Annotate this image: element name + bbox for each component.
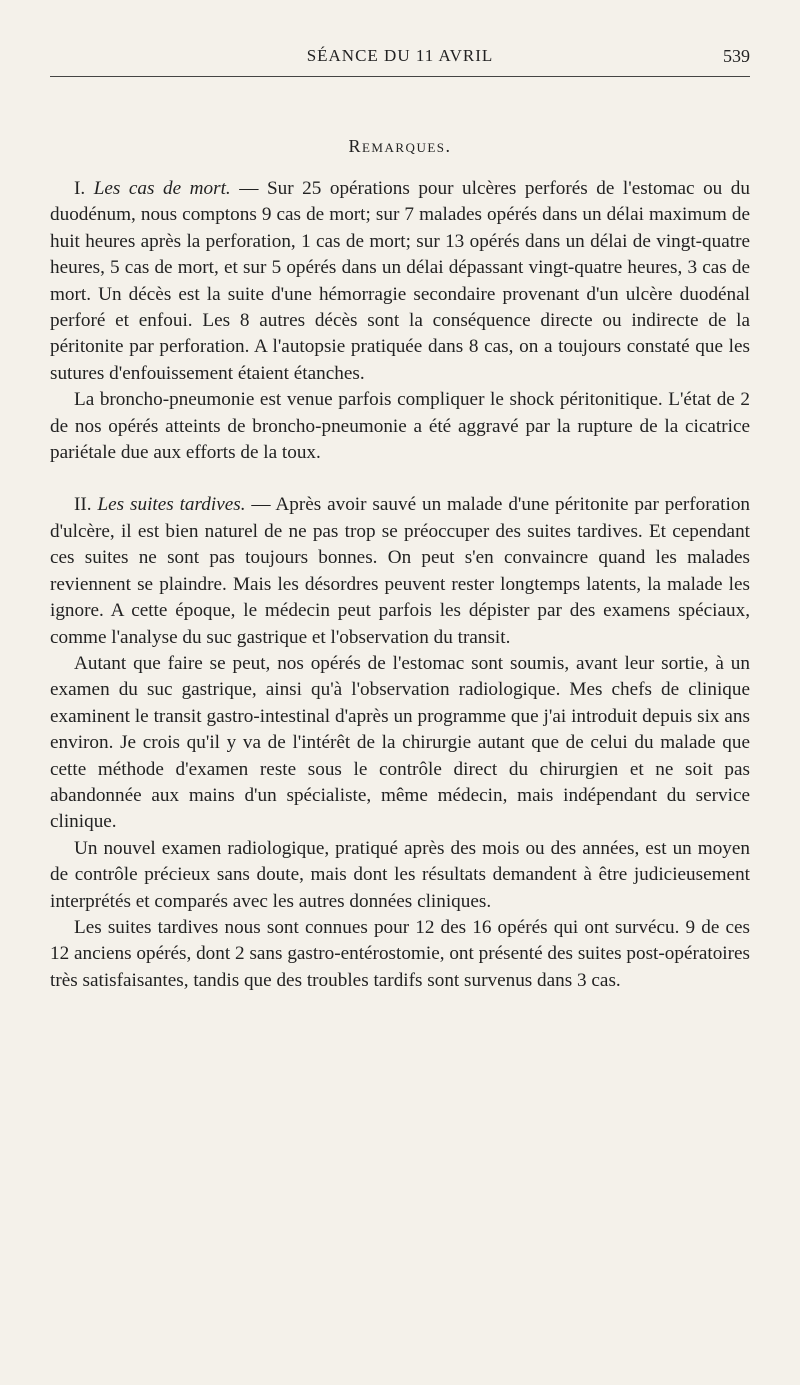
section-heading: Remarques. [348,136,452,156]
paragraph [50,176,750,387]
paragraph [50,492,750,650]
page-number: 539 [723,46,750,66]
paragraph: Les suites tardives nous sont connues pour 12 des 16 opérés qui ont survécu. 9 de ces 12 anciens opérés, dont 2 sans gastro-entérostomie, ont présenté des suites post-opératoires très satisfaisantes, tandis que des troubles tardifs sont survenus dans 3 cas. [50,916,750,991]
paragraph-text: — Après avoir sauvé un malade d'une péritonite par perforation d'ulcère, il est bien naturel de ne pas trop se préoccuper des suites tardives. Et cependant ces suites ne sont pas toujours bonnes. On peut s'en convaincre quand les malades reviennent se plaindre. Mais les désordres peuvent rester longtemps latents, la malade les ignore. A cette époque, le médecin peut parfois les dépister par des examens spéciaux, comme l'analyse du suc gastrique et l'observation du transit. [50,494,751,648]
section-title: Les suites tardives. [97,494,246,516]
running-head [50,46,750,77]
section-number: II. [74,494,92,516]
paragraph: Un nouvel examen radiologique, pratiqué après des mois ou des années, est un moyen de contrôle précieux sans doute, mais dont les résultats demandent à être judicieusement interprétés et comparés avec les autres données cliniques. [50,837,750,912]
paragraph: La broncho-pneumonie est venue parfois compliquer le shock péritonitique. L'état de 2 de nos opérés atteints de broncho-pneumonie a été aggravé par la rupture de la cicatrice pariétale due aux efforts de la toux. [50,389,750,464]
body-text [50,176,750,994]
section-number: I. [74,178,86,199]
paragraph: Autant que faire se peut, nos opérés de l'estomac sont soumis, avant leur sortie, à un examen du suc gastrique, ainsi qu'à l'observation radiologique. Mes chefs de clinique examinent le transit gastro-intestinal d'après un programme que j'ai introduit depuis six ans environ. Je crois qu'il y va de l'intérêt de la chirurgie autant que de celui du malade que cette méthode d'examen reste sous le contrôle direct du chirurgien et ne soit pas abandonnée aux mains d'un spécialiste, même médecin, mais indépendant du service clinique. [50,652,750,833]
section-title: Les cas de mort. [93,178,231,199]
paragraph-text: — Sur 25 opérations pour ulcères perforés de l'estomac ou du duodénum, nous comptons 9 cas de mort; sur 7 malades opérés dans un délai maximum de huit heures après la perforation, 1 cas de mort; sur 13 opérés dans un délai de vingt-quatre heures, 5 cas de mort, et sur 5 opérés dans un délai dépassant vingt-quatre heures, 3 cas de mort. Un décès est la suite d'une hémorragie secondaire provenant d'un ulcère duodénal perforé et enfoui. Les 8 autres décès sont la conséquence directe ou indirecte de la péritonite par perforation. A l'autopsie pratiquée dans 8 cas, on a toujours constaté que les sutures d'enfouissement étaient étanches. [50,178,750,384]
running-title: SÉANCE DU 11 AVRIL [306,46,494,65]
